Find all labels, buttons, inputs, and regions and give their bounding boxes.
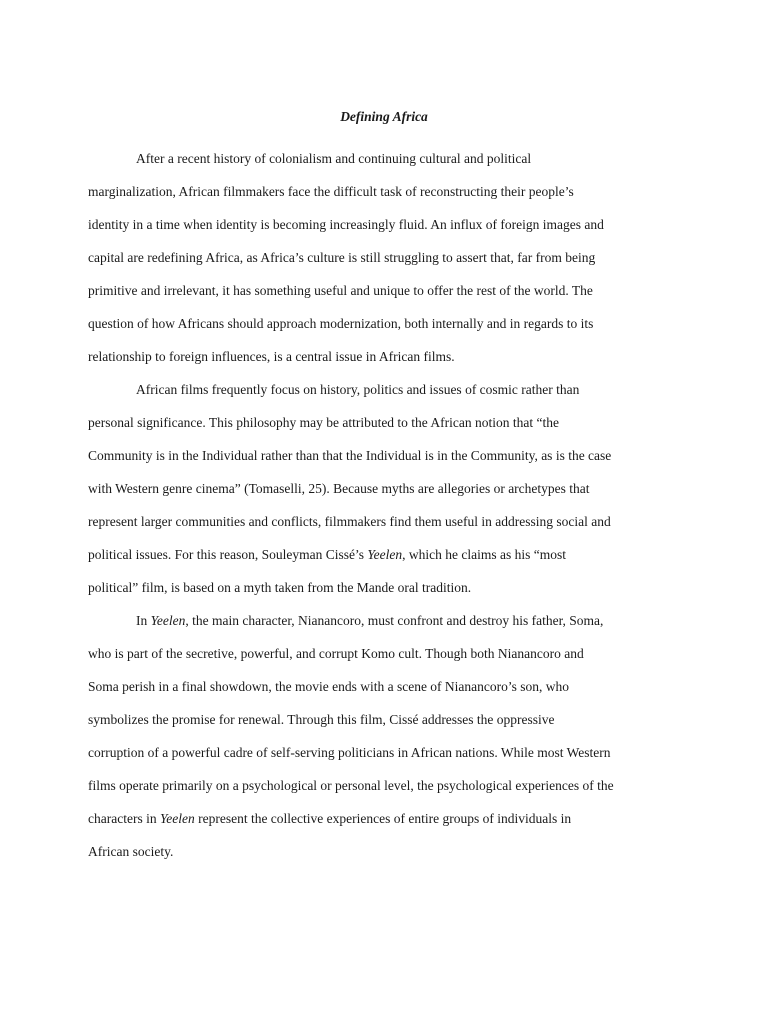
- text-segment: who is part of the secretive, powerful, and corrupt Komo cult. Though both Nianancoro and: [88, 646, 584, 661]
- text-segment: corruption of a powerful cadre of self-serving politicians in African nations. While most Western: [88, 745, 611, 760]
- paragraph-line: [88, 479, 590, 499]
- document-title: Defining Africa: [340, 109, 428, 124]
- paragraph-line: [88, 710, 555, 730]
- paragraph-line: [88, 413, 559, 433]
- paragraph-line: [88, 446, 611, 466]
- paragraph-line: [88, 644, 584, 664]
- text-segment: films operate primarily on a psychological or personal level, the psychological experiences of the: [88, 778, 614, 793]
- text-segment: symbolizes the promise for renewal. Through this film, Cissé addresses the oppressive: [88, 712, 555, 727]
- text-segment: with Western genre cinema” (Tomaselli, 25). Because myths are allegories or archetypes that: [88, 481, 590, 496]
- text-segment: characters in: [88, 811, 160, 826]
- text-segment: African films frequently focus on history, politics and issues of cosmic rather than: [136, 382, 580, 397]
- text-segment: , which he claims as his “most: [402, 547, 566, 562]
- paragraph-first-line: [136, 149, 531, 169]
- text-segment: political” film, is based on a myth taken from the Mande oral tradition.: [88, 580, 472, 595]
- paragraph-line: [88, 182, 574, 202]
- film-title-italic: Yeelen: [367, 547, 403, 562]
- text-segment: represent larger communities and conflicts, filmmakers find them useful in addressing social and: [88, 514, 611, 529]
- film-title-italic: Yeelen: [159, 811, 195, 826]
- paragraph-line: [88, 677, 569, 697]
- text-segment: political issues. For this reason, Souleyman Cissé’s: [88, 547, 368, 562]
- text-segment: In: [136, 613, 151, 628]
- text-segment: marginalization, African filmmakers face the difficult task of reconstructing their people’s: [88, 184, 574, 199]
- paragraph-line: [88, 842, 173, 862]
- paragraph-line: [88, 776, 614, 796]
- text-segment: personal significance. This philosophy may be attributed to the African notion that “the: [88, 415, 560, 430]
- film-title-italic: Yeelen: [150, 613, 186, 628]
- paragraph-line: [88, 545, 566, 565]
- text-segment: primitive and irrelevant, it has something useful and unique to offer the rest of the world. The: [88, 283, 593, 298]
- text-segment: capital are redefining Africa, as Africa’s culture is still struggling to assert that, far from being: [88, 250, 596, 265]
- text-segment: After a recent history of colonialism and continuing cultural and political: [136, 151, 532, 166]
- text-segment: Community is in the Individual rather than that the Individual is in the Community, as is the case: [88, 448, 612, 463]
- paragraph-first-line: [136, 611, 603, 631]
- paragraph-line: [88, 347, 455, 367]
- paragraph-line: [88, 809, 571, 829]
- paragraph-line: [88, 248, 595, 268]
- paragraph-line: [88, 314, 593, 334]
- paragraph-first-line: [136, 380, 579, 400]
- text-segment: Soma perish in a final showdown, the movie ends with a scene of Nianancoro’s son, who: [88, 679, 570, 694]
- paragraph-line: [88, 215, 604, 235]
- paragraph-line: [88, 578, 471, 598]
- text-segment: question of how Africans should approach modernization, both internally and in regards to its: [88, 316, 594, 331]
- paragraph-line: [88, 743, 611, 763]
- paragraph-line: [88, 281, 593, 301]
- text-segment: African society.: [88, 844, 174, 859]
- paragraph-line: [88, 512, 611, 532]
- text-segment: identity in a time when identity is becoming increasingly fluid. An influx of foreign images and: [88, 217, 604, 232]
- text-segment: relationship to foreign influences, is a central issue in African films.: [88, 349, 455, 364]
- text-segment: represent the collective experiences of entire groups of individuals in: [194, 811, 572, 826]
- text-segment: , the main character, Nianancoro, must confront and destroy his father, Soma,: [185, 613, 604, 628]
